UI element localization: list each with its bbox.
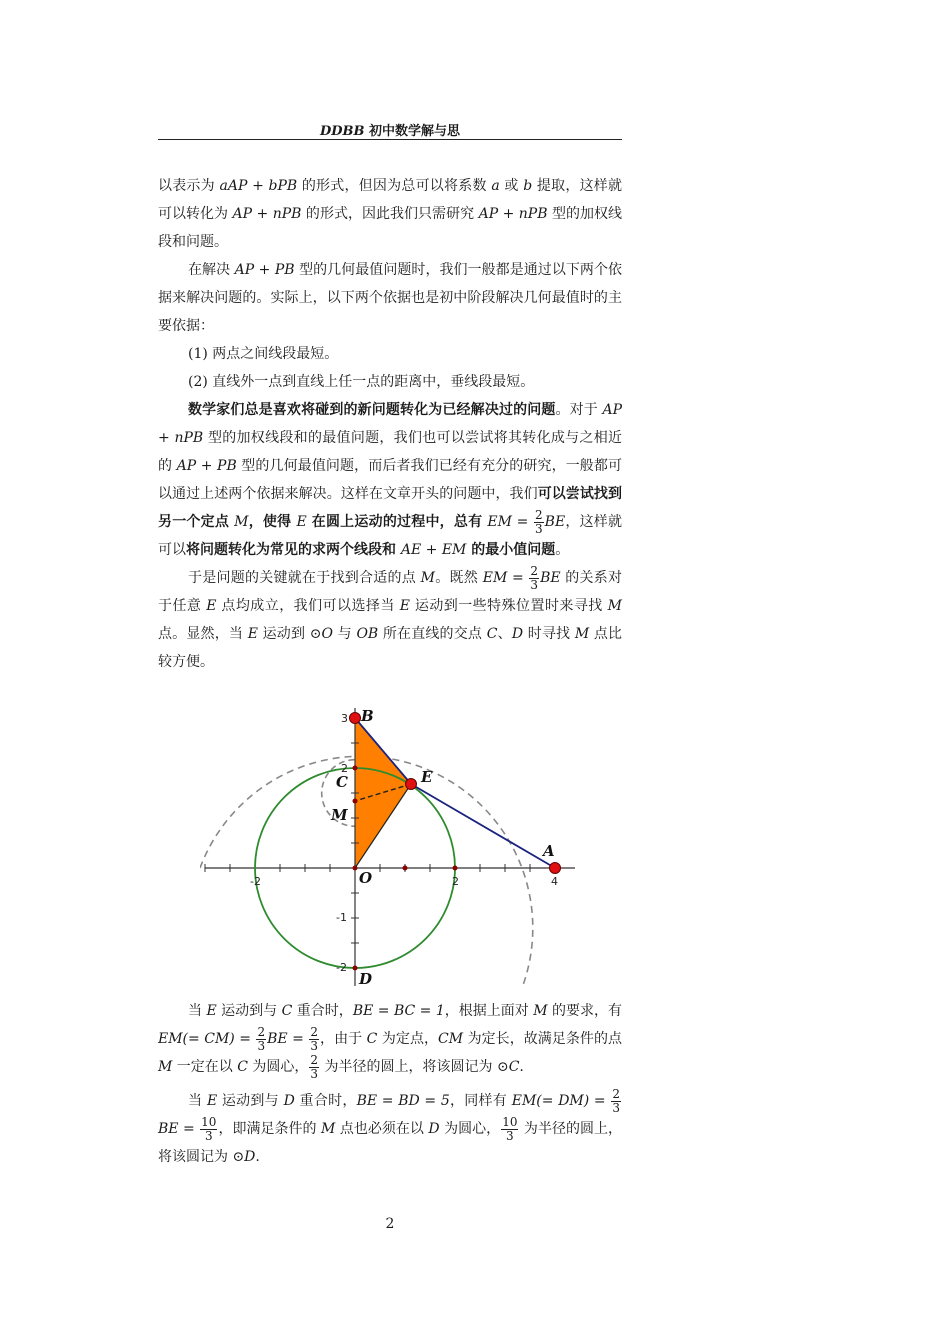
label-m: M: [331, 806, 348, 824]
tick-label-x4: 4: [551, 875, 558, 888]
paragraph-4: 于是问题的关键就在于找到合适的点 M。既然 EM = $\frac{2}{3}$ BE 的关系对于任意 E 点均成立，我们可以选择当 E 运动到一些特殊位置时来寻找 M 点。显然，当 E 运动到 ⊙O 与 OB 所在直线的交点 C、D 时寻找 M 点比较方便。: [158, 563, 623, 670]
fraction-2-3: $\frac{2}{3}$: [257, 1024, 266, 1053]
paragraph-2: 在解决 AP + PB 型的几何最值问题时，我们一般都是通过以下两个依据来解决问题的。实际上，以下两个依据也是初中阶段解决几何最值时的主要依据：: [158, 262, 623, 334]
coordinate-diagram: [200, 703, 580, 993]
point-m: [353, 799, 358, 804]
shaded-triangle: [355, 718, 411, 868]
body-text-bottom: [158, 997, 622, 1171]
tick-label-ym2: -2: [336, 961, 347, 974]
header-title: 初中数学解与思: [369, 124, 461, 139]
page-header: [158, 120, 622, 139]
point-d: [353, 966, 358, 971]
body-text-top: [158, 172, 622, 676]
header-prefix: DDBB: [319, 124, 365, 139]
tick-label-ym1: -1: [336, 911, 347, 924]
segment-ea: [411, 784, 555, 868]
tick-label-xm2: -2: [250, 875, 261, 888]
point-center-half: [403, 866, 408, 871]
fraction-2-3: $\frac{2}{3}$: [310, 1052, 319, 1081]
label-b: B: [361, 707, 374, 725]
point-x2: [453, 866, 458, 871]
label-a: A: [543, 842, 555, 860]
point-e: [406, 779, 417, 790]
point-b: [350, 713, 361, 724]
tick-label-y3: 3: [341, 712, 348, 725]
point-a: [550, 863, 561, 874]
fraction-2-3: $\frac{2}{3}$: [310, 1024, 318, 1053]
paragraph-6: 当 E 运动到与 D 重合时，BE = BD = 5，同样有 EM(= DM) = $\frac{2}{3}$ BE = $\frac{10}{3}$ ，即满足条件的 M 点也必须在以 D 为圆心， $\frac{10}{3}$ 为半径的圆上，将该圆记为 ⊙D.: [158, 1086, 623, 1165]
paragraph-3: 数学家们总是喜欢将碰到的新问题转化为已经解决过的问题。对于 AP + nPB 型的加权线段和的最值问题，我们也可以尝试将其转化成与之相近的 AP + PB 型的几何最值问题，而后者我们已经有充分的研究，一般都可以通过上述两个依据来解决。这样在文章开头的问题中，我们可以尝试找到另一个定点 M，使得 E 在圆上运动的过程中，总有 EM = $\frac{2}{3}$ BE，这样就可以将问题转化为常见的求两个线段和 AE + EM 的最小值问题。: [158, 402, 623, 558]
fraction-10-3: $\frac{10}{3}$: [502, 1114, 518, 1143]
tick-label-x2: 2: [452, 875, 459, 888]
label-d: D: [359, 970, 373, 988]
header-rule: [158, 139, 622, 140]
page-number: 2: [385, 1216, 395, 1232]
geometry-figure: [200, 703, 580, 993]
fraction-10-3: $\frac{10}{3}$: [201, 1114, 217, 1143]
point-c: [353, 766, 358, 771]
list-item-1: (1) 两点之间线段最短。: [188, 346, 339, 362]
fraction-2-3: $\frac{2}{3}$: [535, 507, 543, 536]
tick-label-y2: 2: [341, 762, 348, 775]
fraction-2-3: $\frac{2}{3}$: [530, 563, 539, 592]
label-e: E: [421, 768, 433, 786]
label-o: O: [359, 869, 373, 887]
paragraph-5: 当 E 运动到与 C 重合时，BE = BC = 1，根据上面对 M 的要求，有 EM(= CM) = $\frac{2}{3}$ BE = $\frac{2}{3}$ ，由于 C 为定点，CM 为定长，故满足条件的点 M 一定在以 C 为圆心， $\frac{2}{3}$ 为半径的圆上，将该圆记为 ⊙C.: [158, 1003, 623, 1081]
fraction-2-3: $\frac{2}{3}$: [612, 1086, 620, 1115]
list-item-2: (2) 直线外一点到直线上任一点的距离中，垂线段最短。: [188, 374, 535, 390]
label-c: C: [336, 773, 348, 791]
point-o: [353, 866, 358, 871]
paragraph-1: 以表示为 aAP + bPB 的形式，但因为总可以将系数 a 或 b 提取，这样就可以转化为 AP + nPB 的形式，因此我们只需研究 AP + nPB 型的加权线段和问题。: [158, 178, 623, 250]
